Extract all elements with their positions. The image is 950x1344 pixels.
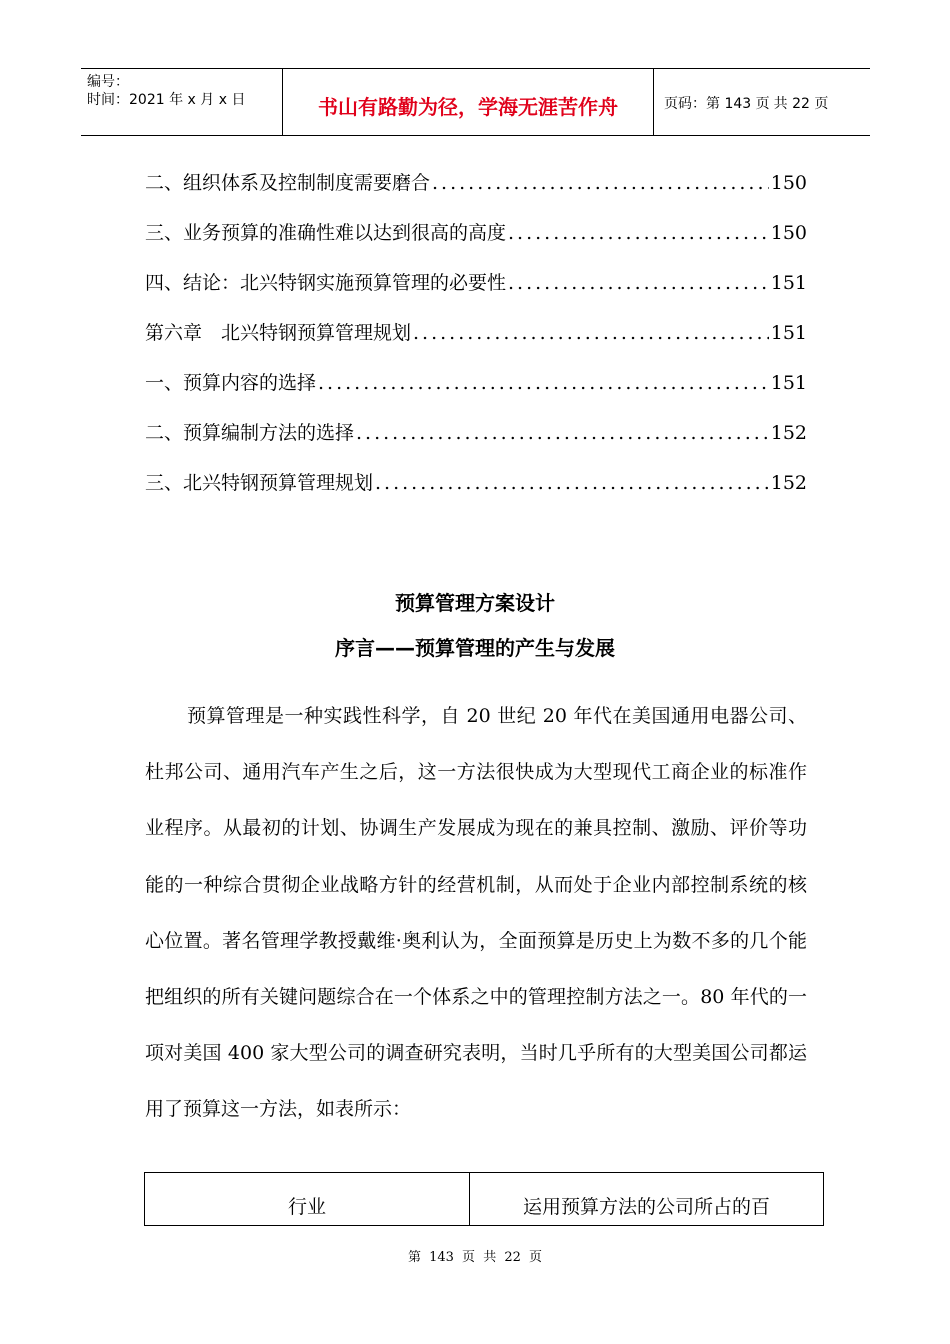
total-pages-label: 共 22 页 <box>773 96 829 112</box>
toc-entry-title: 三、北兴特钢预算管理规划 <box>145 472 374 494</box>
header-info-cell <box>81 69 282 135</box>
section-title: 预算管理方案设计 <box>395 591 555 615</box>
toc-entry-page: 152 <box>770 472 807 494</box>
toc-entry[interactable] <box>145 468 807 518</box>
toc-entry[interactable] <box>145 318 807 368</box>
table-header-industry: 行业 <box>145 1173 470 1225</box>
toc-entry-title: 三、业务预算的准确性难以达到很高的高度 <box>145 222 507 244</box>
toc-entry-page: 151 <box>770 322 807 344</box>
toc-entry-page: 150 <box>770 222 807 244</box>
body-paragraph: 预算管理是一种实践性科学，自 20 世纪 20 年代在美国通用电器公司、杜邦公司、通用汽车产生之后，这一方法很快成为大型现代工商企业的标准作业程序。从最初的计划、协调生产发展成为现在的兼具控制、激励、评价等功能的一种综合贯彻企业战略方针的经营机制，从而处于企业内部控制系统的核心位置。著名管理学教授戴维·奥利认为，全面预算是历史上为数不多的几个能把组织的所有关键问题综合在一个体系之中的管理控制方法之一。80 年代的一项对美国 400 家大型公司的调查研究表明，当时几乎所有的大型美国公司都运用了预算这一方法，如表所示： <box>145 705 807 1121</box>
toc-entry[interactable] <box>145 418 807 468</box>
toc-leader-dots <box>508 222 769 244</box>
serial-label: 编号： <box>87 74 129 90</box>
page-number-label: 页码：第 143 页 <box>664 96 770 112</box>
toc-leader-dots <box>375 472 769 494</box>
header-page-cell <box>654 69 870 135</box>
toc-entry-page: 151 <box>770 372 807 394</box>
table-header-percentage: 运用预算方法的公司所占的百 <box>522 1196 770 1218</box>
section-subtitle: 序言——预算管理的产生与发展 <box>335 636 615 660</box>
motto-text: 书山有路勤为径，学海无涯苦作舟 <box>318 94 618 119</box>
toc-entry[interactable] <box>145 168 807 218</box>
data-table <box>144 1172 824 1226</box>
toc-leader-dots <box>432 172 769 194</box>
toc-leader-dots <box>318 372 769 394</box>
toc-entry-title: 四、结论：北兴特钢实施预算管理的必要性 <box>145 272 507 294</box>
toc-entry-title: 第六章 北兴特钢预算管理规划 <box>145 322 412 344</box>
toc-leader-dots <box>356 422 769 444</box>
toc-entry-page: 150 <box>770 172 807 194</box>
toc-entry-page: 152 <box>770 422 807 444</box>
header-motto-cell <box>282 69 654 135</box>
toc-entry-title: 二、组织体系及控制制度需要磨合 <box>145 172 431 194</box>
toc-entry-title: 一、预算内容的选择 <box>145 372 317 394</box>
page-header <box>81 68 870 136</box>
table-of-contents <box>145 168 807 518</box>
time-label: 时间：2021 年 x 月 x 日 <box>87 92 246 108</box>
toc-leader-dots <box>413 322 769 344</box>
toc-leader-dots <box>508 272 769 294</box>
page-footer: 第 143 页 共 22 页 <box>407 1250 543 1265</box>
toc-entry[interactable] <box>145 268 807 318</box>
toc-entry[interactable] <box>145 218 807 268</box>
toc-entry-title: 二、预算编制方法的选择 <box>145 422 355 444</box>
toc-entry-page: 151 <box>770 272 807 294</box>
toc-entry[interactable] <box>145 368 807 418</box>
